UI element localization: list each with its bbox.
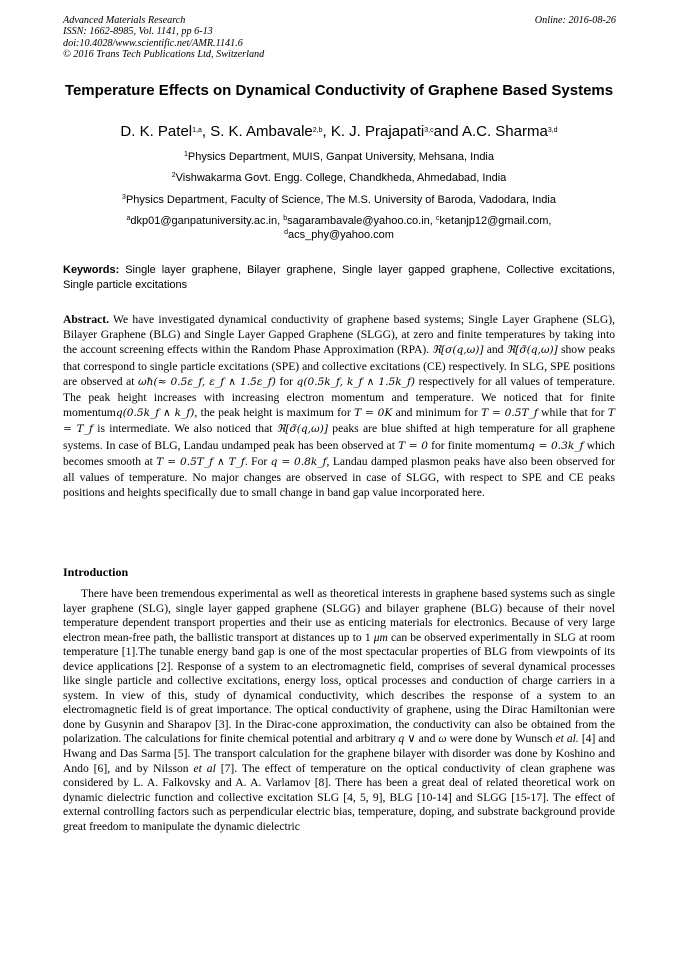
doi-line: doi:10.4028/www.scientific.net/AMR.1141.6 [63, 37, 243, 49]
intro-symbol: q [398, 732, 405, 746]
abstract-text: , the peak height is maximum for [194, 406, 351, 420]
intro-text: [7]. The effect of temperature on the optical conductivity of clean graphene was considered by L. A. Falkovsky and A. A. Varlamov [8]. There has been a great deal of related theoretical work on dynamic dielectric function and collective excitation SLG [4, 5, 9], BLG [10-14] and SLGG [15-17]. The effect of external controlling factors such as perpendicular electric bias, temperature, doping, and substrate background provide great freedom to manipulate the dynamic dielectric [63, 761, 615, 833]
abstract-text: for finite momentum [431, 438, 529, 452]
author-sup: 1,a [192, 127, 202, 134]
abstract-label: Abstract. [63, 313, 110, 326]
math-expression: q(0.5k_f, k_f ∧ 1.5k_f) [296, 375, 416, 388]
intro-text: can be observed experimentally in SLG at room temperature [1].The tunable energy band gap is one of the most spectacular properties of BLG from viewpoints of its device applications [2]. Response of a system to an electromagnetic field, comprises of several dynamical processes like single particle and collective excitations, energy loss, optical processes and conduction of charge carriers in a system. In view of this, study of dynamical conductivity, which describes the response of a system to an electromagnetic field is of great importance. The optical conductivity of graphene, using the Dirac Hamiltonian were done by Gusynin and Sharapov [3]. In the Dirac-cone approximation, the conductivity can also be obtained from the polarization. The calculations for finite chemical potential and arbitrary [63, 630, 615, 746]
intro-text: There have been tremendous experimental as well as theoretical interests in graphene based systems such as single layer graphene (SLG), single layer gapped graphene (SLGG) and bilayer graphene (BLG) because of their novel temperature dependent transport properties and their use as enticing materials for electronics. Because of very large electron mean-free path, the ballistic transport at distances up to 1 [63, 587, 615, 644]
email-sup: a [126, 215, 131, 222]
keywords [63, 263, 615, 292]
author-sup: 2,b [312, 127, 323, 134]
section-heading-introduction: Introduction [63, 565, 129, 579]
abstract-text: while that for [541, 406, 605, 420]
email-sup: b [283, 215, 288, 222]
intro-unit: μm [373, 630, 388, 644]
math-expression: T = 0.5T_f ∧ T_f [156, 455, 245, 468]
affiliation-2 [63, 171, 615, 185]
journal-header [63, 15, 264, 61]
abstract-text: , Landau damped plasmon peaks have also been observed for all values of temperature. No major changes are observed in case of SLGG, with respect to SPE and CE peaks positions and heights specifically due to small change in band gap value incorporated here. [63, 454, 615, 500]
math-expression: T = 0.5T_f [481, 407, 538, 420]
intro-etal: et al. [555, 732, 579, 746]
affiliation-1 [63, 150, 615, 164]
intro-symbol: ω [438, 732, 447, 746]
email-sup: d [284, 229, 288, 236]
keywords-text: Single layer graphene, Bilayer graphene, Single layer gapped graphene, Collective excitations, Single particle excitations [63, 264, 615, 291]
intro-etal: et al [193, 761, 216, 775]
author-name: K. J. Prajapati [330, 123, 425, 140]
affiliation-sup: 1 [184, 151, 188, 158]
math-expression: ωħ(≈ 0.5ε_f, ε_f ∧ 1.5ε_f) [138, 375, 276, 388]
paper-title: Temperature Effects on Dynamical Conductivity of Graphene Based Systems [64, 82, 614, 99]
math-expression: T = 0K [354, 407, 393, 420]
online-date: Online: 2016-08-26 [534, 15, 616, 26]
affiliation-text: Physics Department, MUIS, Ganpat University, Mehsana, India [187, 151, 494, 163]
author-name: A.C. Sharma [461, 123, 548, 140]
abstract-text: which becomes smooth at [63, 438, 615, 468]
email-list [63, 214, 615, 242]
affiliation-text: Vishwakarma Govt. Engg. College, Chandkheda, Ahmedabad, India [175, 172, 507, 184]
math-expression: q = 0.8k_f [270, 455, 327, 468]
abstract-text: and [486, 343, 504, 357]
abstract-text: is intermediate. We also noticed that [97, 422, 273, 436]
author-name: D. K. Patel [120, 123, 193, 140]
author-sup: 3,d [547, 127, 558, 134]
author-name: S. K. Ambavale [210, 123, 313, 140]
math-expression: T = T_f [63, 407, 615, 436]
journal-name: Advanced Materials Research [63, 15, 186, 26]
keywords-label: Keywords: [63, 264, 120, 276]
abstract-text: for [279, 374, 293, 388]
abstract-text: peaks are blue shifted at high temperature for all graphene systems. In case of BLG, Landau undamped peak has been observed at [63, 422, 615, 452]
abstract-text: and minimum for [395, 406, 478, 420]
math-expression: q(0.5k_f ∧ k_f) [115, 407, 195, 420]
copyright-line: © 2016 Trans Tech Publications Ltd, Switzerland [63, 49, 265, 61]
affiliation-text: Physics Department, Faculty of Science, The M.S. University of Baroda, Vadodara, India [125, 194, 556, 206]
email-b[interactable]: sagarambavale@yahoo.co.in, [287, 215, 433, 227]
affiliation-sup: 3 [122, 194, 126, 201]
intro-text: ∨ and [407, 732, 436, 746]
abstract-text: We have investigated dynamical conductivity of graphene based systems; Single Layer Graphene (SLG), Bilayer Graphene (BLG) and Single Layer Gapped Graphene (SLGG), at zero and finite temperatures by taking into the account screening effects within the Random Phase Approximation (RPA). [63, 313, 615, 357]
introduction-body [63, 587, 615, 834]
intro-text: were done by Wunsch [449, 732, 553, 746]
issn-line: ISSN: 1662-8985, Vol. 1141, pp 6-13 [63, 26, 213, 38]
math-expression: ℜ[σ(q,ω)] [432, 344, 484, 357]
math-expression: T = 0 [398, 439, 428, 452]
affiliation-3 [63, 193, 615, 207]
abstract-text: show peaks that correspond to single particle excitations (SPE) and collective excitations (CE) respectively. In SLG, SPE positions are observed at [63, 343, 616, 388]
abstract-text: respectively for all values of temperature. The peak height increases with increasing electron momentum and temperature. We noticed that for finite momentum [63, 374, 615, 420]
email-a[interactable]: dkp01@ganpatuniversity.ac.in, [130, 215, 281, 227]
math-expression: q = 0.3k_f [528, 439, 584, 452]
affiliation-sup: 2 [171, 172, 176, 179]
author-sup: 3,c [424, 127, 434, 134]
math-expression: ℜ[σ̃(q,ω)] [276, 423, 328, 436]
intro-text: [4] and Hwang and Das Sarma [5]. The transport calculation for the graphene bilayer with disorder was done by Koshino and Ando [6], and by Nilsson [63, 732, 616, 775]
abstract-text: . For [244, 454, 268, 468]
email-sup: c [435, 215, 440, 222]
author-list: D. K. Patel$^{1,a}$, S. K. Ambavale$^{2,b}$, K. J. Prajapati$^{3,c}$and A.C. Sharma$^{3,d}$ [120, 123, 558, 140]
email-c[interactable]: ketanjp12@gmail.com, [439, 215, 552, 227]
email-d[interactable]: acs_phy@yahoo.com [287, 229, 394, 241]
abstract [63, 312, 615, 500]
math-expression: ℜ[σ̃(q,ω)] [506, 344, 558, 357]
